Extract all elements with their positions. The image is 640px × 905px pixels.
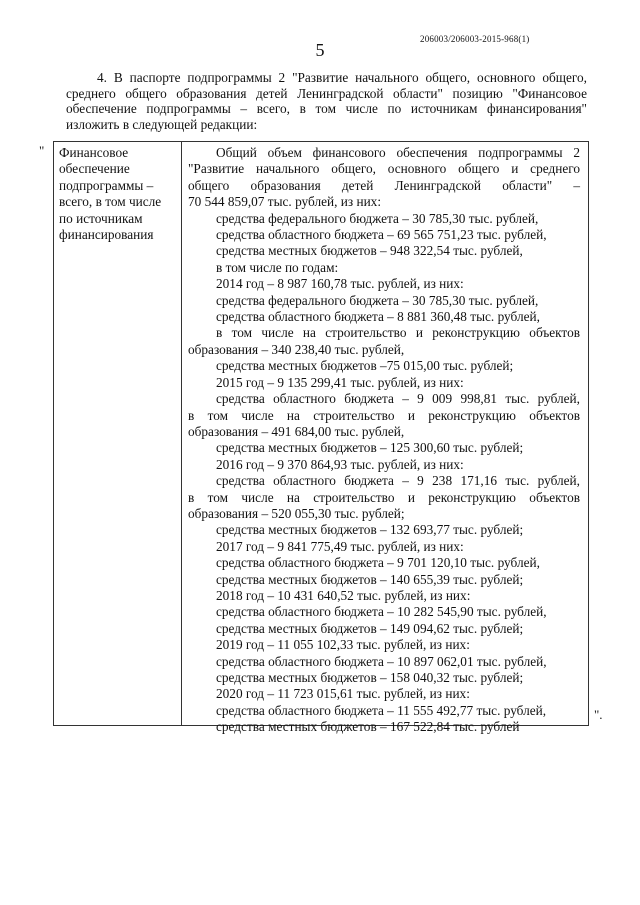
closing-quote: ". [594,707,603,722]
right-cell-line: в том числе на строительство и реконструкцию объектов [216,325,580,341]
right-cell-line: "Развитие начального общего, основного общего и среднего [188,161,580,177]
intro-line: 4. В паспорте подпрограммы 2 "Развитие начального общего, основного общего, [97,70,587,85]
right-cell-line: средства областного бюджета – 9 238 171,16 тыс. рублей, [216,473,580,489]
right-cell [188,145,580,736]
right-cell-line: 2017 год – 9 841 775,49 тыс. рублей, из них: [216,538,464,554]
right-cell-line: средства областного бюджета – 9 701 120,10 тыс. рублей, [216,555,540,571]
right-cell-line: 2014 год – 8 987 160,78 тыс. рублей, из них: [216,276,464,292]
right-cell-line: средства местных бюджетов – 948 322,54 тыс. рублей, [216,243,523,259]
left-cell-line: финансирования [59,227,154,243]
right-cell-line: средства местных бюджетов – 158 040,32 тыс. рублей; [216,670,524,685]
left-cell [59,145,179,243]
intro-paragraph [66,70,587,132]
right-cell-line: в том числе на строительство и реконструкцию объектов [188,489,580,505]
intro-line: среднего общего образования детей Ленинградской области" позицию "Финансовое [66,85,587,101]
right-cell-line: средства областного бюджета – 69 565 751,23 тыс. рублей, [216,227,547,243]
intro-line: изложить в следующей редакции: [66,116,258,132]
right-cell-line: средства местных бюджетов – 140 655,39 тыс. рублей; [216,571,524,587]
left-cell-line: всего, в том числе [59,194,162,210]
right-cell-line: средства федерального бюджета – 30 785,30 тыс. рублей, [216,292,539,308]
right-cell-line: образования – 491 684,00 тыс. рублей, [188,423,405,439]
right-cell-line: 2015 год – 9 135 299,41 тыс. рублей, из них: [216,374,464,390]
left-cell-line: по источникам [59,210,143,226]
right-cell-line: в том числе по годам: [216,259,339,275]
right-cell-line: средства федерального бюджета – 30 785,30 тыс. рублей, [216,210,539,226]
right-cell-line: средства местных бюджетов – 149 094,62 тыс. рублей; [216,620,524,636]
right-cell-line: 2019 год – 11 055 102,33 тыс. рублей, из них: [216,637,470,653]
document-id: 206003/206003-2015-968(1) [420,34,530,44]
right-cell-line: 2016 год – 9 370 864,93 тыс. рублей, из них: [216,456,464,472]
right-cell-line: средства местных бюджетов –75 015,00 тыс. рублей; [216,358,514,374]
right-cell-line: средства местных бюджетов – 167 522,84 тыс. рублей [216,719,520,735]
right-cell-line: средства местных бюджетов – 125 300,60 тыс. рублей; [216,440,524,456]
left-cell-line: Финансовое [59,145,129,160]
right-cell-line: 2018 год – 10 431 640,52 тыс. рублей, из них: [216,587,471,603]
left-cell-line: обеспечение [59,161,130,177]
right-cell-line: средства областного бюджета – 10 282 545,90 тыс. рублей, [216,604,547,620]
right-cell-line: образования – 520 055,30 тыс. рублей; [188,505,405,521]
page-number: 5 [315,40,325,60]
intro-line: обеспечение подпрограммы – всего, в том числе по источникам финансирования" [66,101,587,116]
right-cell-line: общего образования детей Ленинградской области" – [188,177,580,193]
right-cell-line: средства областного бюджета – 9 009 998,81 тыс. рублей, [216,391,580,407]
column-divider [181,142,182,725]
right-cell-line: 2020 год – 11 723 015,61 тыс. рублей, из них: [216,686,470,702]
opening-quote: " [39,143,45,158]
right-cell-line: средства местных бюджетов – 132 693,77 тыс. рублей; [216,522,524,538]
right-cell-line: средства областного бюджета – 10 897 062,01 тыс. рублей, [216,653,547,669]
right-cell-line: в том числе на строительство и реконструкцию объектов [188,407,580,423]
right-cell-line: Общий объем финансового обеспечения подпрограммы 2 [216,145,580,160]
right-cell-line: средства областного бюджета – 8 881 360,48 тыс. рублей, [216,309,540,325]
right-cell-line: 70 544 859,07 тыс. рублей, из них: [188,194,382,210]
right-cell-line: средства областного бюджета – 11 555 492,77 тыс. рублей, [216,702,547,718]
left-cell-line: подпрограммы – [59,177,154,193]
right-cell-line: образования – 340 238,40 тыс. рублей, [188,341,405,357]
